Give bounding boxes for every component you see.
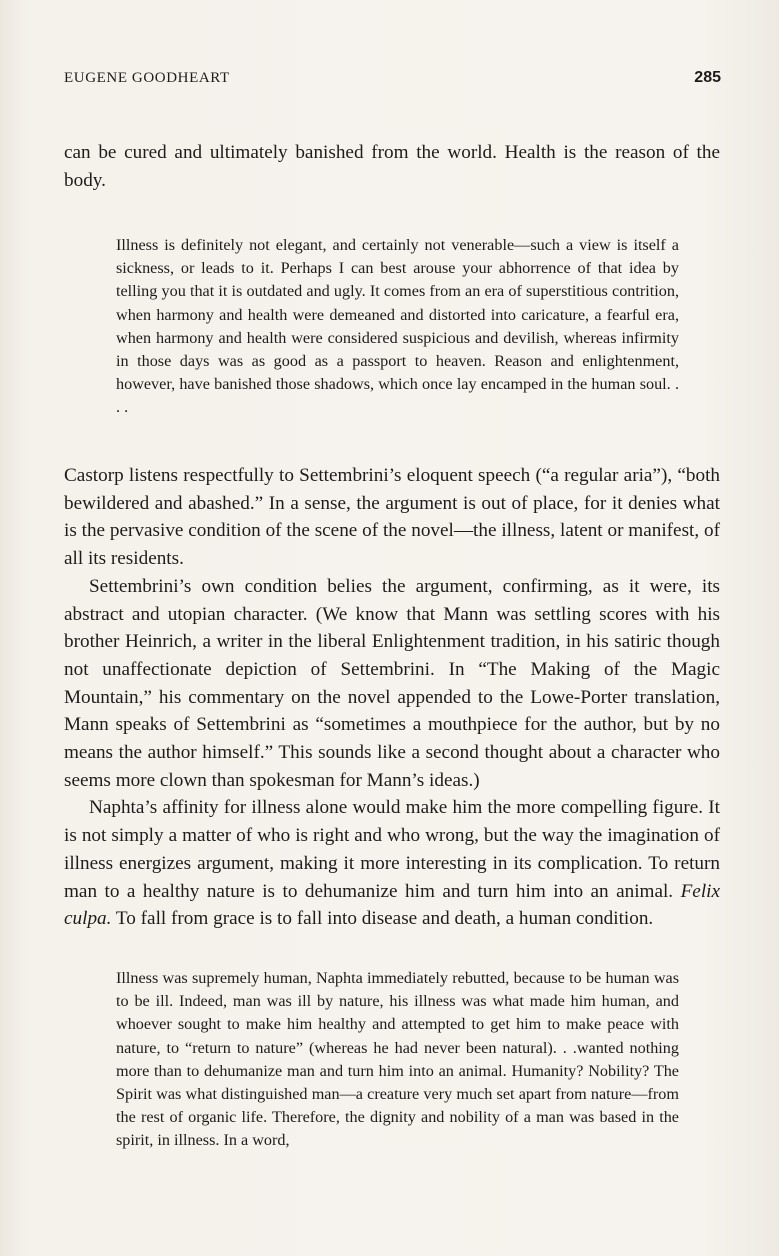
block-quote-naphta — [116, 967, 679, 1153]
paragraph-castorp: Castorp listens respectfully to Settembrini’s eloquent speech (“a regular aria”), “both bewildered and abashed.” In a sense, the argument is out of place, for it denies what is the pervasive condition of the scene of the novel—the illness, latent or manifest, of all its residents. — [64, 465, 720, 570]
body-text-middle — [64, 462, 720, 933]
running-head: EUGENE GOODHEART — [64, 70, 230, 86]
page-number: 285 — [694, 69, 721, 86]
body-text-top — [64, 139, 720, 194]
quote-text: Illness is definitely not elegant, and certainly not venerable—such a view is itself a sickness, or leads to it. Perhaps I can best arouse your abhorrence of that idea by telling you that it is outdated and ugly. It comes from an era of superstitious contrition, when harmony and health were demeaned and distorted into caricature, a fearful era, when harmony and health were considered suspicious and devilish, whereas infirmity in those days was as good as a passport to heaven. Reason and enlightenment, however, have banished those shadows, which once lay encamped in the human soul. . . . — [116, 236, 679, 417]
page-header — [64, 70, 721, 92]
paragraph-naphta — [64, 794, 720, 933]
block-quote-settembrini — [116, 234, 679, 420]
felix-culpa-italic: Felix culpa. — [64, 880, 720, 930]
quote-text: Illness was supremely human, Naphta immediately rebutted, because to be human was to be ill. Indeed, man was ill by nature, his illness was what made him human, and whoever sought to make him healthy and attempted to get him to make peace with nature, to “return to nature” (whereas he had never been natural). . .wanted nothing more than to dehumanize man and turn him into an animal. Humanity? Nobility? The Spirit was what distinguished man—a creature very much set apart from nature—from the rest of organic life. Therefore, the dignity and nobility of a man was based in the spirit, in illness. In a word, — [116, 969, 679, 1150]
naphta-text-end: To fall from grace is to fall into disease and death, a human condition. — [111, 908, 654, 930]
paragraph-settembrini: Settembrini’s own condition belies the argument, confirming, as it were, its abstract and utopian character. (We know that Mann was settling scores with his brother Heinrich, a writer in the liberal Enlightenment tradition, in his satiric though not unaffectionate depiction of Settembrini. In “The Making of the Magic Mountain,” his commentary on the novel appended to the Lowe-Porter translation, Mann speaks of Settembrini as “sometimes a mouthpiece for the author, but by no means the author himself.” This sounds like a second thought about a character who seems more clown than spokesman for Mann’s ideas.) — [64, 575, 720, 791]
naphta-text-start: Naphta’s affinity for illness alone would make him the more compelling figure. It is not simply a matter of who is right and who wrong, but the way the imagination of illness energizes argument, making it more interesting in its complication. To return man to a healthy nature is to dehumanize him and turn him into an animal. — [64, 797, 720, 902]
paragraph-continuation: can be cured and ultimately banished from the world. Health is the reason of the body. — [64, 142, 720, 191]
